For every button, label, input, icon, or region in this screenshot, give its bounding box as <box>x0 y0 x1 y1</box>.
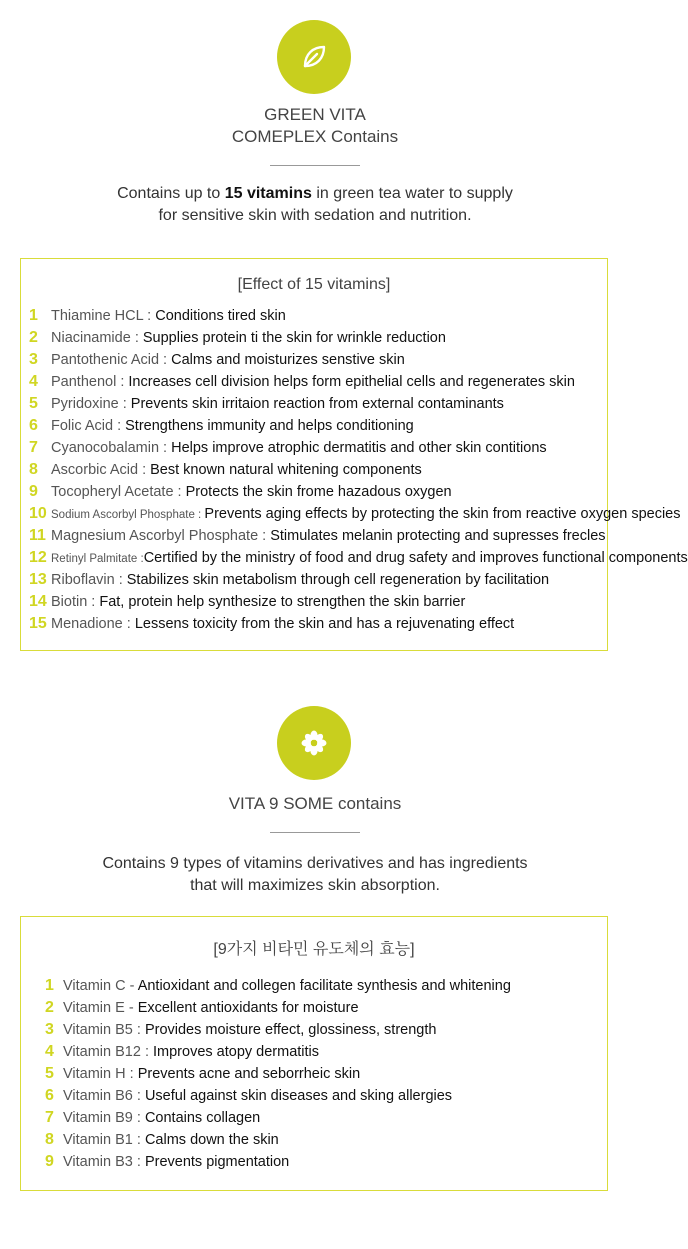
list-item <box>29 415 603 437</box>
flower-icon-badge <box>277 706 351 780</box>
list-item <box>29 327 603 349</box>
ingredient-name: Folic Acid : <box>51 418 126 434</box>
ingredient-effect: Lessens toxicity from the skin and has a rejuvenating effect <box>134 616 515 632</box>
intro-line-2: that will maximizes skin absorption. <box>190 877 440 894</box>
list-item <box>45 1085 595 1107</box>
ingredient-name: Biotin : <box>51 594 100 610</box>
list-item <box>29 459 603 481</box>
list-item <box>45 1129 595 1151</box>
vitamin-list <box>45 975 595 1173</box>
item-number: 6 <box>45 1087 54 1104</box>
ingredient-name: Vitamin B12 : <box>63 1044 154 1060</box>
ingredient-effect: Certified by the ministry of food and drug safety and improves functional components <box>143 550 688 566</box>
ingredient-effect: Prevents aging effects by protecting the skin from reactive oxygen species <box>204 506 681 522</box>
vitamins-effect-box <box>20 258 688 651</box>
list-item <box>45 975 595 997</box>
item-number: 13 <box>29 571 47 588</box>
title-line-1: GREEN VITA <box>264 105 366 124</box>
item-number: 15 <box>29 615 47 632</box>
item-number: 10 <box>29 505 47 522</box>
ingredient-effect: Best known natural whitening components <box>150 462 422 478</box>
ingredient-name: Retinyl Palmitate : <box>51 553 144 565</box>
ingredient-name: Niacinamide : <box>51 330 143 346</box>
list-item <box>29 371 603 393</box>
ingredient-name: Thiamine HCL : <box>51 308 156 324</box>
ingredient-effect: Antioxidant and collegen facilitate synthesis and whitening <box>137 978 511 994</box>
section-title: VITA 9 SOME contains <box>228 794 402 813</box>
list-item <box>29 525 606 547</box>
vitamin-derivatives-box <box>20 916 608 1191</box>
item-number: 8 <box>29 461 38 478</box>
item-number: 9 <box>45 1153 54 1170</box>
item-number: 8 <box>45 1131 54 1148</box>
leaf-icon <box>299 42 329 72</box>
list-item <box>29 437 603 459</box>
item-number: 5 <box>45 1065 54 1082</box>
list-item <box>29 547 688 569</box>
ingredient-effect: Supplies protein ti the skin for wrinkle reduction <box>142 330 446 346</box>
ingredient-name: Magnesium Ascorbyl Phosphate : <box>51 528 271 544</box>
list-item <box>45 1063 595 1085</box>
intro-line-1: Contains up to 15 vitamins in green tea water to supply <box>117 185 513 202</box>
ingredient-name: Riboflavin : <box>51 572 127 588</box>
item-number: 3 <box>45 1021 54 1038</box>
ingredient-effect: Stabilizes skin metabolism through cell regeneration by facilitation <box>126 572 550 588</box>
intro-line-2: for sensitive skin with sedation and nutrition. <box>158 207 472 224</box>
ingredient-effect: Helps improve atrophic dermatitis and other skin contitions <box>171 440 547 456</box>
ingredient-name: Vitamin B3 : <box>63 1154 145 1170</box>
item-number: 6 <box>29 417 38 434</box>
list-item <box>29 503 681 525</box>
section-intro <box>0 853 630 897</box>
ingredient-effect: Conditions tired skin <box>155 308 286 324</box>
ingredient-name: Menadione : <box>51 616 135 632</box>
ingredient-name: Panthenol : <box>51 374 129 390</box>
title-line-2: COMEPLEX Contains <box>231 127 399 146</box>
ingredient-name: Vitamin B6 : <box>63 1088 145 1104</box>
list-item <box>29 305 603 327</box>
list-item <box>29 349 603 371</box>
list-item <box>29 481 603 503</box>
box-title: [9가지 비타민 유도체의 효능] <box>213 941 415 958</box>
ingredient-effect: Protects the skin frome hazadous oxygen <box>185 484 452 500</box>
item-number: 14 <box>29 593 47 610</box>
ingredient-effect: Calms and moisturizes senstive skin <box>171 352 405 368</box>
ingredient-effect: Strengthens immunity and helps conditioning <box>125 418 414 434</box>
item-number: 2 <box>29 329 38 346</box>
item-number: 7 <box>45 1109 54 1126</box>
list-item <box>45 1041 595 1063</box>
ingredient-effect: Increases cell division helps form epithelial cells and regenerates skin <box>128 374 575 390</box>
divider <box>270 832 360 833</box>
ingredient-effect: Stimulates melanin protecting and supresses frecles <box>270 528 606 544</box>
item-number: 4 <box>45 1043 54 1060</box>
ingredient-name: Pantothenic Acid : <box>51 352 172 368</box>
intro-line-1: Contains 9 types of vitamins derivatives and has ingredients <box>102 855 528 872</box>
list-item <box>45 1151 595 1173</box>
leaf-icon-badge <box>277 20 351 94</box>
item-number: 1 <box>45 977 54 994</box>
divider <box>270 165 360 166</box>
ingredient-effect: Useful against skin diseases and sking allergies <box>144 1088 453 1104</box>
ingredient-name: Pyridoxine : <box>51 396 131 412</box>
ingredient-name: Vitamin C - <box>63 978 138 994</box>
item-number: 11 <box>29 527 46 544</box>
item-number: 3 <box>29 351 38 368</box>
ingredient-name: Sodium Ascorbyl Phosphate : <box>51 509 205 521</box>
ingredient-effect: Calms down the skin <box>144 1132 279 1148</box>
ingredient-name: Vitamin H : <box>63 1066 138 1082</box>
ingredient-effect: Prevents pigmentation <box>144 1154 290 1170</box>
section-title <box>0 104 630 148</box>
ingredient-effect: Prevents acne and seborrheic skin <box>137 1066 361 1082</box>
ingredient-name: Vitamin B5 : <box>63 1022 145 1038</box>
ingredient-name: Cyanocobalamin : <box>51 440 172 456</box>
item-number: 4 <box>29 373 38 390</box>
ingredient-name: Vitamin E - <box>63 1000 138 1016</box>
section-intro <box>0 183 630 227</box>
ingredient-effect: Provides moisture effect, glossiness, strength <box>144 1022 437 1038</box>
ingredient-effect: Prevents skin irritaion reaction from external contaminants <box>130 396 504 412</box>
ingredient-effect: Excellent antioxidants for moisture <box>137 1000 359 1016</box>
list-item <box>45 997 595 1019</box>
list-item <box>45 1107 595 1129</box>
list-item <box>29 613 603 635</box>
item-number: 9 <box>29 483 38 500</box>
ingredient-effect: Fat, protein help synthesize to strengthen the skin barrier <box>99 594 466 610</box>
list-item <box>29 591 603 613</box>
intro-highlight: 15 vitamins <box>224 185 312 202</box>
ingredient-effect: Improves atopy dermatitis <box>153 1044 320 1060</box>
vitamin-list <box>29 305 688 635</box>
item-number: 7 <box>29 439 38 456</box>
item-number: 12 <box>29 549 47 566</box>
list-item <box>29 569 603 591</box>
ingredient-name: Ascorbic Acid : <box>51 462 151 478</box>
box-title: [Effect of 15 vitamins] <box>237 276 391 293</box>
list-item <box>45 1019 595 1041</box>
vita-9-some-section <box>0 700 630 1200</box>
ingredient-name: Tocopheryl Acetate : <box>51 484 186 500</box>
ingredient-name: Vitamin B9 : <box>63 1110 145 1126</box>
item-number: 5 <box>29 395 38 412</box>
ingredient-effect: Contains collagen <box>144 1110 261 1126</box>
item-number: 2 <box>45 999 54 1016</box>
flower-icon <box>299 728 329 758</box>
item-number: 1 <box>29 307 38 324</box>
list-item <box>29 393 603 415</box>
ingredient-name: Vitamin B1 : <box>63 1132 145 1148</box>
